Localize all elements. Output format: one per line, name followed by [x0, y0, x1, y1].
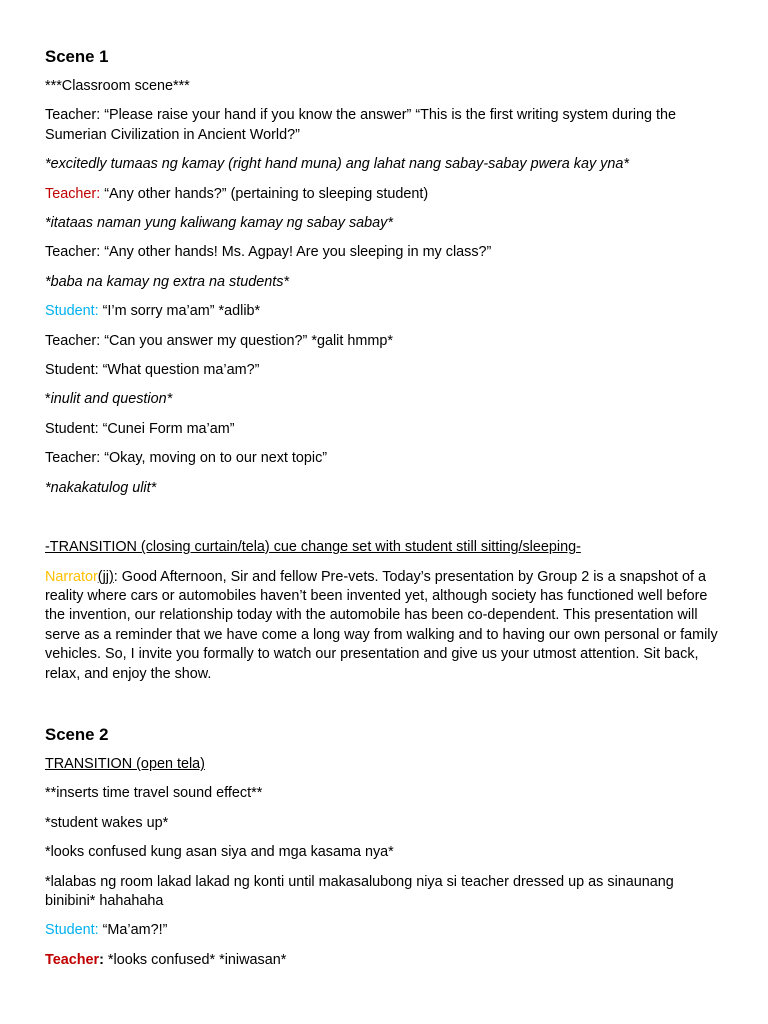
stage-direction: *student wakes up* — [45, 814, 169, 831]
direction-text: inulit and question* — [50, 391, 173, 408]
transition-line: -TRANSITION (closing curtain/tela) cue change set with student still sitting/sleeping- — [45, 539, 581, 556]
dialogue-text: “Any other hands?” (pertaining to sleeping student) — [100, 185, 429, 202]
stage-direction: *excitedly tumaas ng kamay (right hand muna) ang lahat nang sabay-sabay pwera kay yna* — [45, 156, 629, 173]
script-line: Student: “What question ma’am?” — [45, 362, 260, 379]
stage-direction — [45, 390, 724, 409]
speaker-colon: : — [96, 185, 101, 202]
narrator-paragraph — [45, 568, 724, 684]
speaker-student: Student: — [45, 303, 99, 320]
dialogue-text: “I’m sorry ma’am” *adlib* — [98, 303, 261, 320]
script-line — [45, 302, 724, 321]
scene-1-heading: Scene 1 — [45, 47, 109, 66]
script-line — [45, 185, 724, 204]
stage-direction: **inserts time travel sound effect** — [45, 785, 263, 802]
stage-direction: *baba na kamay ng extra na students* — [45, 273, 290, 290]
stage-direction: *itataas naman yung kaliwang kamay ng sabay sabay* — [45, 215, 393, 232]
transition-line: TRANSITION (open tela) — [45, 755, 205, 772]
dialogue-text: “Ma’am?!” — [98, 922, 168, 939]
script-line: Teacher: “Can you answer my question?” *galit hmmp* — [45, 332, 393, 349]
speaker-narrator: Narrator — [45, 568, 98, 585]
script-line: Student: “Cunei Form ma’am” — [45, 420, 235, 437]
speaker-colon: : — [99, 951, 104, 968]
script-line: Teacher: “Okay, moving on to our next topic” — [45, 450, 328, 467]
speaker-teacher: Teacher — [45, 185, 97, 202]
scene-2-heading: Scene 2 — [45, 724, 109, 744]
speaker-teacher: Teacher — [45, 951, 100, 968]
stage-direction: *looks confused kung asan siya and mga kasama nya* — [45, 844, 394, 861]
script-line — [45, 921, 724, 940]
narrator-tag: (jj) — [97, 568, 114, 585]
speaker-student: Student: — [45, 922, 99, 939]
script-line: Teacher: “Please raise your hand if you know the answer” “This is the first writing system during the Sumerian Civilization in Ancient World?” — [45, 107, 677, 143]
direction-asterisk: * — [45, 391, 51, 408]
scene-1-setting: ***Classroom scene*** — [45, 78, 190, 94]
stage-direction: *lalabas ng room lakad lakad ng konti until makasalubong niya si teacher dressed up as sinaunang binibini* hahahaha — [45, 873, 674, 909]
dialogue-text: *looks confused* *iniwasan* — [103, 951, 287, 968]
script-line — [45, 951, 724, 970]
stage-direction: *nakakatulog ulit* — [45, 479, 157, 496]
script-line: Teacher: “Any other hands! Ms. Agpay! Are you sleeping in my class?” — [45, 244, 492, 261]
narrator-text: : Good Afternoon, Sir and fellow Pre-vets. Today’s presentation by Group 2 is a snapshot of a reality where cars or automobiles haven’t been invented yet, although society has functioned well before the invention, our relationship today with the automobile has been co-dependent. This presentation will serve as a reminder that we have come a long way from walking and to having our own personal or family vehicles. So, I invite you formally to watch our presentation and give us your utmost attention. Sit back, relax, and enjoy the show. — [45, 568, 718, 682]
